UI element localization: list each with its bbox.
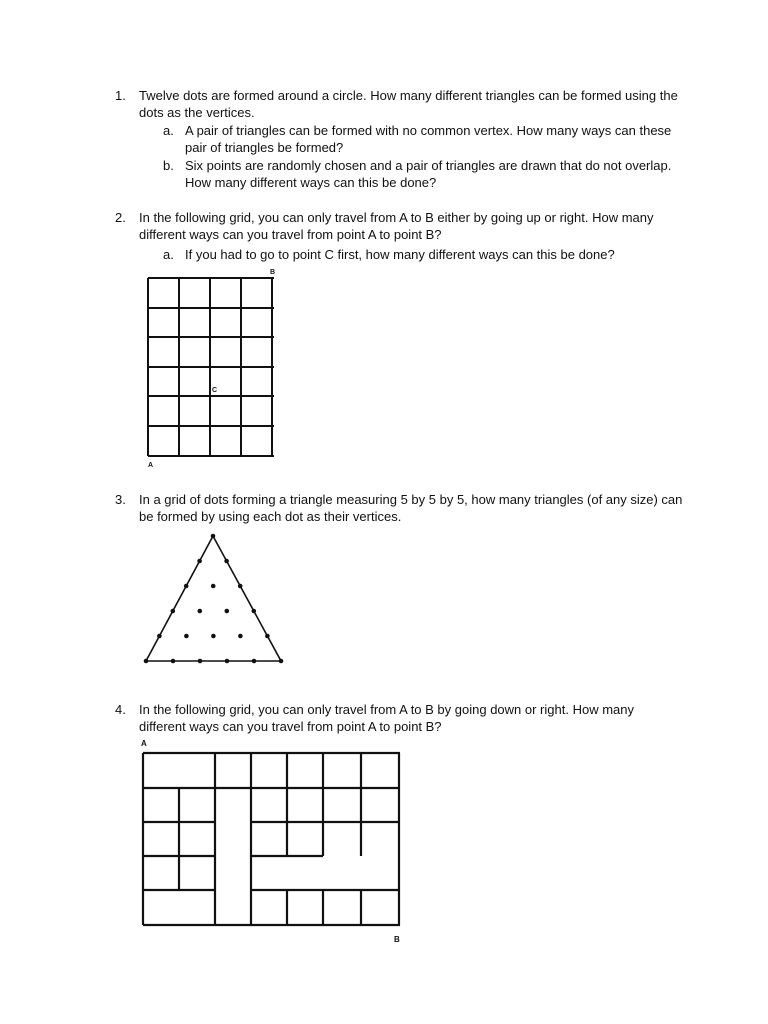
question-number: 2. (115, 210, 126, 225)
lattice-dot (198, 609, 203, 614)
grid-figure-q4 (143, 753, 400, 925)
lattice-dot (252, 609, 257, 614)
lattice-dot (197, 559, 202, 564)
lattice-dot (157, 634, 162, 639)
grid-label-b: B (394, 935, 400, 944)
lattice-dot (184, 584, 189, 589)
lattice-dot (184, 634, 189, 639)
lattice-dot (238, 584, 243, 589)
part-text: A pair of triangles can be formed with no common vertex. How many ways can these pair of triangles be formed? (185, 123, 672, 155)
question-text: Twelve dots are formed around a circle. How many different triangles can be formed using the dots as the vertices. (139, 88, 678, 120)
lattice-dot (211, 534, 216, 539)
lattice-dot (224, 559, 229, 564)
dot-triangle-figure (144, 534, 284, 664)
lattice-dot (144, 659, 149, 664)
part-text: Six points are randomly chosen and a pair of triangles are drawn that do not overlap. How many different ways can this be done? (185, 158, 672, 190)
grid-label-a: A (148, 462, 154, 469)
grid-label-b: B (270, 269, 276, 276)
lattice-dot (211, 584, 216, 589)
lattice-dot (279, 659, 284, 664)
lattice-dot (198, 659, 203, 664)
lattice-dot (252, 659, 257, 664)
grid-figure-q2 (148, 278, 274, 456)
lattice-dot (225, 659, 230, 664)
part-text: If you had to go to point C first, how many different ways can this be done? (185, 247, 615, 262)
lattice-dot (265, 634, 270, 639)
lattice-dot (171, 659, 176, 664)
question-number: 3. (115, 492, 126, 507)
lattice-dot (211, 634, 216, 639)
part-label: b. (163, 158, 174, 173)
part-label: a. (163, 123, 174, 138)
question-text: In a grid of dots forming a triangle measuring 5 by 5 by 5, how many triangles (of any size) can be formed by using each dot as their vertices. (139, 492, 683, 524)
question-number: 1. (115, 88, 126, 103)
lattice-dot (225, 609, 230, 614)
question-number: 4. (115, 702, 126, 717)
lattice-dot (238, 634, 243, 639)
grid-label-a: A (141, 739, 147, 748)
grid-label-c: C (212, 387, 218, 394)
lattice-dot (171, 609, 176, 614)
question-text: In the following grid, you can only travel from A to B by going down or right. How many different ways can you travel from point A to point B? (139, 702, 634, 734)
part-label: a. (163, 247, 174, 262)
question-text: In the following grid, you can only travel from A to B either by going up or right. How many different ways can you travel from point A to point B? (139, 210, 654, 242)
